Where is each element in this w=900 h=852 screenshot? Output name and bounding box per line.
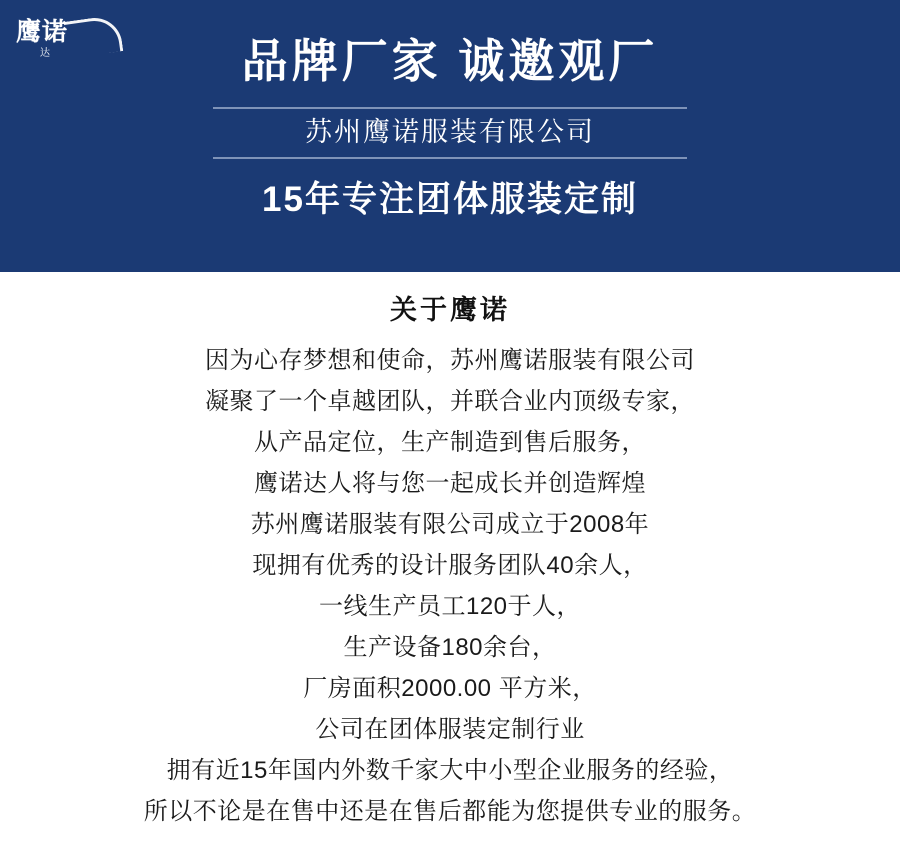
about-line: 拥有近15年国内外数千家大中小型企业服务的经验， <box>166 757 734 785</box>
about-line: 厂房面积2000.00 平方米， <box>303 675 597 703</box>
about-line: 从产品定位，生产制造到售后服务， <box>254 429 646 457</box>
brand-logo-subtext: 达 <box>40 48 51 59</box>
banner-company-rule <box>213 107 687 160</box>
about-line: 凝聚了一个卓越团队，并联合业内顶级专家， <box>205 388 695 416</box>
hero-banner <box>0 0 900 272</box>
about-line: 因为心存梦想和使命，苏州鹰诺服装有限公司 <box>205 347 695 375</box>
about-title: 关于鹰诺 <box>390 295 510 325</box>
about-line: 公司在团体服装定制行业 <box>315 716 585 744</box>
about-line: 苏州鹰诺服装有限公司成立于2008年 <box>250 511 650 539</box>
about-line: 现拥有优秀的设计服务团队40余人， <box>252 552 648 580</box>
banner-content <box>0 0 900 272</box>
brand-logo-text: 鹰诺 <box>16 19 69 46</box>
banner-company-name: 苏州鹰诺服装有限公司 <box>305 116 595 147</box>
banner-headline: 品牌厂家 诚邀观厂 <box>241 35 659 87</box>
about-line: 一线生产员工120于人， <box>318 593 582 621</box>
banner-tagline: 15年专注团体服装定制 <box>262 180 638 220</box>
about-section <box>0 272 900 832</box>
about-paragraph <box>0 340 900 832</box>
about-line: 鹰诺达人将与您一起成长并创造辉煌 <box>254 470 646 498</box>
about-line: 所以不论是在售中还是在售后都能为您提供专业的服务。 <box>143 798 757 826</box>
about-line: 生产设备180余台， <box>343 634 557 662</box>
